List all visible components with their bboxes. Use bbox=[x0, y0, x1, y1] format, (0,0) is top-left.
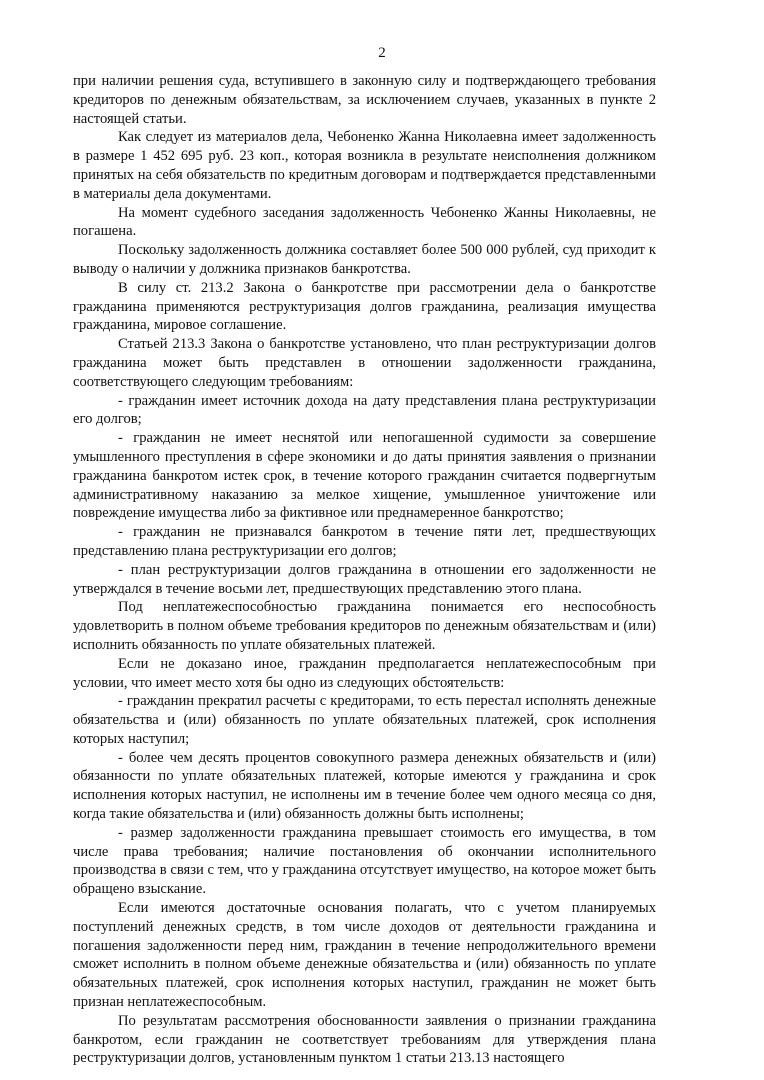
paragraph: при наличии решения суда, вступившего в законную силу и подтверждающего требования кредиторов по денежным обязательствам, за исключением случаев, указанных в пункте 2 настоящей статьи. bbox=[73, 73, 656, 127]
paragraph: На момент судебного заседания задолженность Чебоненко Жанны Николаевны, не погашена. bbox=[73, 204, 656, 240]
paragraph: В силу ст. 213.2 Закона о банкротстве при рассмотрении дела о банкротстве гражданина применяются реструктуризация долгов гражданина, реализация имущества гражданина, мировое соглашение. bbox=[73, 279, 656, 334]
document-body bbox=[73, 72, 656, 1068]
paragraph: Если не доказано иное, гражданин предполагается неплатежеспособным при условии, что имеет место хотя бы одно из следующих обстоятельств: bbox=[73, 655, 656, 691]
list-item: - план реструктуризации долгов гражданина в отношении его задолженности не утверждался в течение восьми лет, предшествующих представлению этого плана. bbox=[73, 561, 656, 597]
list-item: - более чем десять процентов совокупного размера денежных обязательств и (или) обязанности по уплате обязательных платежей, которые имеются у гражданина и срок исполнения которых наступил, не исполнены им в течение более чем одного месяца со дня, когда такие обязательства и (или) обязанность должны быть исполнены; bbox=[73, 749, 656, 823]
paragraph: Поскольку задолженность должника составляет более 500 000 рублей, суд приходит к выводу о наличии у должника признаков банкротства. bbox=[73, 242, 656, 277]
paragraph: Если имеются достаточные основания полагать, что с учетом планируемых поступлений денежных средств, в том числе доходов от деятельности гражданина и погашения задолженности перед ним, гражданин в течение непродолжительного времени сможет исполнить в полном объеме денежные обязательства и (или) обязанность по уплате обязательных платежей, срок исполнения которых наступил, гражданин не может быть признан неплатежеспособным. bbox=[73, 900, 656, 1011]
list-item: - гражданин не признавался банкротом в течение пяти лет, предшествующих представлению плана реструктуризации его долгов; bbox=[73, 524, 656, 559]
paragraph: По результатам рассмотрения обоснованности заявления о признании гражданина банкротом, если гражданин не соответствует требованиям для утверждения плана реструктуризации долгов, установленным пунктом 1 статьи 213.13 настоящего bbox=[73, 1012, 656, 1067]
list-item: - размер задолженности гражданина превышает стоимость его имущества, в том числе права требования; наличие постановления об окончании исполнительного производства в связи с тем, что у гражданина отсутствует имущество, на которое может быть обращено взыскание. bbox=[73, 824, 656, 898]
paragraph: Статьей 213.3 Закона о банкротстве установлено, что план реструктуризации долгов гражданина может быть представлен в отношении задолженности гражданина, соответствующего следующим требованиям: bbox=[73, 336, 656, 390]
list-item: - гражданин имеет источник дохода на дату представления плана реструктуризации его долгов; bbox=[73, 392, 656, 428]
paragraph: Как следует из материалов дела, Чебоненко Жанна Николаевна имеет задолженность в размере 1 452 695 руб. 23 коп., которая возникла в результате неисполнения должником принятых на себя обязательств по кредитным договорам и подтверждается представленными в материалы дела документами. bbox=[73, 129, 656, 202]
list-item: - гражданин прекратил расчеты с кредиторами, то есть перестал исполнять денежные обязательства и (или) обязанность по уплате обязательных платежей, срок исполнения которых наступил; bbox=[73, 693, 656, 747]
page-number: 2 bbox=[378, 45, 386, 61]
paragraph: Под неплатежеспособностью гражданина понимается его неспособность удовлетворить в полном объеме требования кредиторов по денежным обязательствам и (или) исполнить обязанность по уплате обязательных платежей. bbox=[73, 599, 656, 653]
list-item: - гражданин не имеет неснятой или непогашенной судимости за совершение умышленного преступления в сфере экономики и до даты принятия заявления о признании гражданина банкротом истек срок, в течение которого гражданин считается подвергнутым административному наказанию за мелкое хищение, умышленное уничтожение или повреждение имущества либо за фиктивное или преднамеренное банкротство; bbox=[73, 430, 656, 522]
